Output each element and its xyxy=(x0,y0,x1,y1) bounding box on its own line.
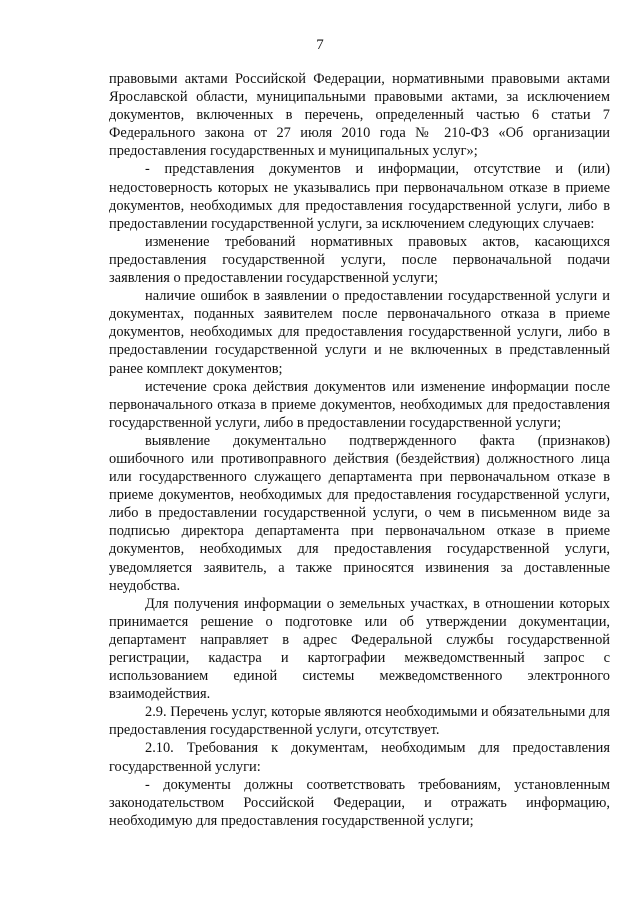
paragraph-exception-expiry: истечение срока действия документов или изменение информации после первоначального отказа в приеме документов, необходимых для предоставления государственной услуги, либо в предоставлении государственной услуги; xyxy=(109,378,610,431)
paragraph-bullet-documents-requirements: - документы должны соответствовать требованиям, установленным законодательством Российской Федерации, и отражать информацию, необходимую для предоставления государственной услуги; xyxy=(109,776,610,829)
paragraph-section-2-10: 2.10. Требования к документам, необходимым для предоставления государственной услуги: xyxy=(109,740,610,775)
paragraph-exception-errors: наличие ошибок в заявлении о предоставлении государственной услуги и документах, поданных заявителем после первоначального отказа в приеме документов, необходимых для предоставления государственной услуги, либо в предоставлении государственной услуги и не включенных в представленный ранее комплект документов; xyxy=(109,288,610,377)
paragraph-exception-misconduct: выявление документально подтвержденного факта (признаков) ошибочного или противоправного действия (бездействия) должностного лица или государственного служащего департамента при первоначальном отказе в приеме документов, необходимых для предоставления государственной услуги, либо в предоставлении государственной услуги, о чем в письменном виде за подписью директора департамента при первоначальном отказе в приеме документов, необходимых для предоставления государственной услуги, уведомляется заявитель, а также приносятся извинения за доставленные неудобства. xyxy=(109,432,610,594)
paragraph-exception-requirements-change: изменение требований нормативных правовых актов, касающихся предоставления государственной услуги, после первоначальной подачи заявления о предоставлении государственной услуги; xyxy=(109,233,610,287)
paragraph-section-2-9: 2.9. Перечень услуг, которые являются необходимыми и обязательными для предоставления государственной услуги, отсутствует. xyxy=(109,704,610,739)
paragraph-land-info-request: Для получения информации о земельных участках, в отношении которых принимается решение о подготовке или об утверждении документации, департамент направляет в адрес Федеральной службы государственной регистрации, кадастра и картографии межведомственный запрос с использованием единой системы межведомственного электронного взаимодействия. xyxy=(109,595,610,703)
document-body xyxy=(109,70,610,830)
paragraph-bullet-documents-info: - представления документов и информации, отсутствие и (или) недостоверность которых не указывались при первоначальном отказе в приеме документов, необходимых для предоставления государственной услуги, либо в предоставлении государственной услуги, за исключением следующих случаев: xyxy=(109,161,610,232)
page-number: 7 xyxy=(316,37,324,53)
paragraph-continuation: правовыми актами Российской Федерации, нормативными правовыми актами Ярославской области, муниципальными правовыми актами, за исключением документов, включенных в перечень, определенный частью 6 статьи 7 Федерального закона от 27 июля 2010 года № 210-ФЗ «Об организации предоставления государственных и муниципальных услуг»; xyxy=(109,71,610,160)
